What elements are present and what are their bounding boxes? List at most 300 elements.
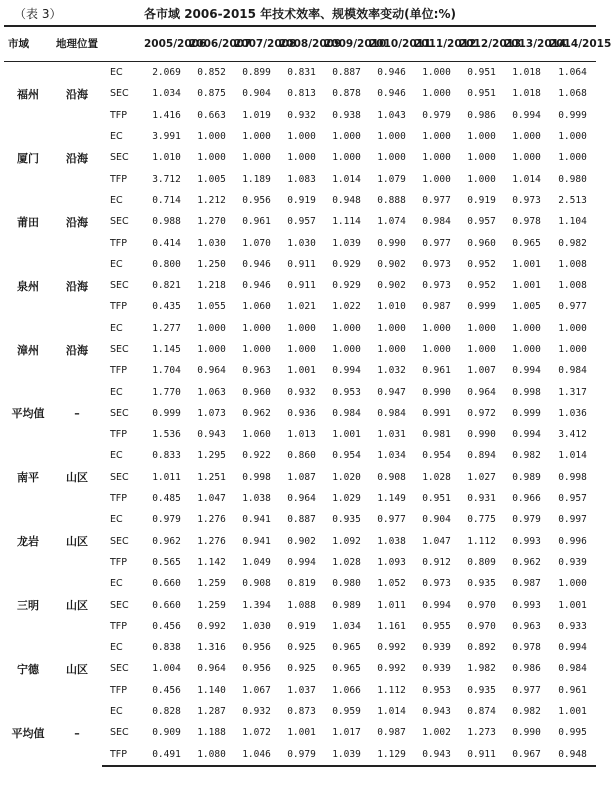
value-cell: 0.941 xyxy=(242,535,271,547)
value-cell: 1.039 xyxy=(332,237,361,249)
value-cell: 0.819 xyxy=(287,578,316,590)
value-cell: 1.046 xyxy=(234,744,279,766)
value-cell: 0.904 xyxy=(422,514,451,526)
value-cell: 1.019 xyxy=(242,109,271,121)
value-cell: 0.977 xyxy=(377,514,406,526)
value-cell: 1.189 xyxy=(242,173,271,185)
indicator-label: EC xyxy=(110,131,123,143)
value-cell: 1.000 xyxy=(422,322,451,334)
value-cell: 1.010 xyxy=(377,301,406,313)
value-cell: 1.083 xyxy=(287,173,316,185)
value-cell: 0.902 xyxy=(377,280,406,292)
value-cell: 0.935 xyxy=(332,514,361,526)
value-cell: 0.946 xyxy=(377,88,406,100)
value-cell: 1.149 xyxy=(377,493,406,505)
region-name: 沿海 xyxy=(66,279,88,293)
value-cell: 0.941 xyxy=(242,514,271,526)
value-cell: 1.000 xyxy=(197,152,226,164)
value-cell: 1.704 xyxy=(152,365,181,377)
value-cell: 0.997 xyxy=(558,514,587,526)
value-cell: 1.021 xyxy=(287,301,316,313)
indicator-label: SEC xyxy=(110,663,129,675)
value-cell: 0.904 xyxy=(242,88,271,100)
value-cell: 1.037 xyxy=(287,684,316,696)
value-cell: 0.992 xyxy=(197,620,226,632)
value-cell: 0.954 xyxy=(332,450,361,462)
table-row xyxy=(4,573,596,594)
indicator-label: EC xyxy=(110,194,123,206)
value-cell: 0.994 xyxy=(512,429,541,441)
indicator-label: TFP xyxy=(110,109,127,121)
header-row xyxy=(4,26,596,62)
value-cell: 1.000 xyxy=(558,152,587,164)
value-cell: 0.929 xyxy=(332,280,361,292)
value-cell: 1.145 xyxy=(152,344,181,355)
value-cell: 0.948 xyxy=(332,194,361,206)
value-cell: 1.000 xyxy=(422,344,451,355)
value-cell: 1.032 xyxy=(377,365,406,377)
value-cell: 0.955 xyxy=(422,620,451,632)
value-cell: 0.435 xyxy=(152,301,181,313)
value-cell: 0.943 xyxy=(422,706,451,718)
value-cell: 0.939 xyxy=(422,663,451,675)
header-region: 地理位置 xyxy=(52,26,102,62)
table-row xyxy=(4,381,596,402)
region-name: 山区 xyxy=(66,662,88,676)
value-cell: 1.008 xyxy=(558,258,587,270)
value-cell: 0.991 xyxy=(422,407,451,419)
indicator-label: EC xyxy=(110,258,123,270)
value-cell: 1.047 xyxy=(422,535,451,547)
value-cell: 0.979 xyxy=(152,514,181,526)
indicator-label: SEC xyxy=(110,88,129,100)
value-cell: 0.908 xyxy=(377,471,406,483)
value-cell: 1.000 xyxy=(467,173,496,185)
value-cell: 0.902 xyxy=(377,258,406,270)
value-cell: 1.043 xyxy=(377,109,406,121)
value-cell: 1.002 xyxy=(422,727,451,739)
value-cell: 0.961 xyxy=(558,684,587,696)
city-name: 宁德 xyxy=(17,662,39,676)
value-cell: 1.072 xyxy=(242,727,271,739)
value-cell: 1.001 xyxy=(558,706,587,718)
indicator-label: TFP xyxy=(110,429,127,441)
region-name: 沿海 xyxy=(66,87,88,101)
city-name: 厦门 xyxy=(17,151,39,165)
value-cell: 0.989 xyxy=(512,471,541,483)
value-cell: 3.412 xyxy=(558,429,587,441)
value-cell: 1.218 xyxy=(197,280,226,292)
value-cell: 1.080 xyxy=(189,744,234,766)
value-cell: 0.813 xyxy=(287,88,316,100)
value-cell: 0.414 xyxy=(152,237,181,249)
value-cell: 0.456 xyxy=(152,620,181,632)
value-cell: 0.912 xyxy=(422,556,451,568)
value-cell: 1.000 xyxy=(422,131,451,143)
indicator-label: EC xyxy=(110,706,123,718)
region-name: – xyxy=(74,406,80,420)
value-cell: 1.073 xyxy=(197,407,226,419)
value-cell: 0.982 xyxy=(512,706,541,718)
indicator-label: SEC xyxy=(110,727,129,739)
region-name: 沿海 xyxy=(66,151,88,165)
indicator-label: TFP xyxy=(110,365,127,377)
value-cell: 1.014 xyxy=(558,450,587,462)
value-cell: 1.087 xyxy=(287,471,316,483)
value-cell: 0.946 xyxy=(377,67,406,79)
value-cell: 1.000 xyxy=(558,131,587,143)
value-cell: 0.962 xyxy=(242,407,271,419)
value-cell: 1.000 xyxy=(332,322,361,334)
value-cell: 0.964 xyxy=(467,386,496,398)
value-cell: 0.932 xyxy=(287,109,316,121)
value-cell: 0.660 xyxy=(152,599,181,611)
value-cell: 1.047 xyxy=(197,493,226,505)
table-body xyxy=(4,62,596,766)
value-cell: 0.978 xyxy=(512,642,541,654)
header-period: 2007/2008 xyxy=(234,26,279,62)
city-name: 福州 xyxy=(17,87,39,101)
city-name: 三明 xyxy=(17,599,39,613)
value-cell: 0.954 xyxy=(422,450,451,462)
value-cell: 1.000 xyxy=(332,131,361,143)
value-cell: 0.938 xyxy=(332,109,361,121)
value-cell: 1.112 xyxy=(377,684,406,696)
value-cell: 1.036 xyxy=(558,407,587,419)
value-cell: 1.000 xyxy=(467,344,496,355)
value-cell: 0.994 xyxy=(512,365,541,377)
value-cell: 0.456 xyxy=(152,684,181,696)
value-cell: 0.994 xyxy=(512,109,541,121)
value-cell: 1.088 xyxy=(287,599,316,611)
table-row xyxy=(4,62,596,84)
value-cell: 0.852 xyxy=(197,67,226,79)
value-cell: 0.902 xyxy=(287,535,316,547)
value-cell: 0.933 xyxy=(558,620,587,632)
value-cell: 0.972 xyxy=(467,407,496,419)
value-cell: 1.034 xyxy=(152,88,181,100)
value-cell: 0.984 xyxy=(377,407,406,419)
value-cell: 0.987 xyxy=(512,578,541,590)
value-cell: 0.984 xyxy=(332,407,361,419)
value-cell: 1.038 xyxy=(242,493,271,505)
value-cell: 0.935 xyxy=(467,578,496,590)
value-cell: 0.977 xyxy=(422,194,451,206)
value-cell: 0.909 xyxy=(152,727,181,739)
indicator-label: SEC xyxy=(110,599,129,611)
value-cell: 0.982 xyxy=(558,237,587,249)
value-cell: 1.060 xyxy=(242,429,271,441)
value-cell: 0.922 xyxy=(242,450,271,462)
value-cell: 0.984 xyxy=(558,365,587,377)
value-cell: 1.316 xyxy=(197,642,226,654)
value-cell: 0.999 xyxy=(152,407,181,419)
value-cell: 0.957 xyxy=(287,216,316,228)
value-cell: 0.887 xyxy=(287,514,316,526)
value-cell: 0.965 xyxy=(332,663,361,675)
value-cell: 1.000 xyxy=(558,322,587,334)
value-cell: 0.939 xyxy=(558,556,587,568)
table-title: 各市域 2006-2015 年技术效率、规模效率变动(单位:%) xyxy=(144,7,456,21)
region-name: 山区 xyxy=(66,471,88,485)
city-name: 莆田 xyxy=(17,215,39,229)
value-cell: 0.987 xyxy=(377,727,406,739)
value-cell: 1.114 xyxy=(332,216,361,228)
value-cell: 1.030 xyxy=(197,237,226,249)
value-cell: 0.956 xyxy=(242,663,271,675)
value-cell: 1.000 xyxy=(467,152,496,164)
value-cell: 0.964 xyxy=(197,663,226,675)
value-cell: 0.999 xyxy=(467,301,496,313)
value-cell: 1.317 xyxy=(558,386,587,398)
value-cell: 0.986 xyxy=(467,109,496,121)
value-cell: 0.925 xyxy=(287,663,316,675)
value-cell: 1.049 xyxy=(242,556,271,568)
value-cell: 0.998 xyxy=(512,386,541,398)
value-cell: 1.000 xyxy=(558,344,587,355)
efficiency-table xyxy=(4,25,611,767)
value-cell: 1.038 xyxy=(377,535,406,547)
city-name: 平均值 xyxy=(11,407,45,421)
indicator-label: EC xyxy=(110,450,123,462)
value-cell: 1.034 xyxy=(332,620,361,632)
value-cell: 0.919 xyxy=(467,194,496,206)
value-cell: 1.013 xyxy=(287,429,316,441)
value-cell: 0.947 xyxy=(377,386,406,398)
value-cell: 0.988 xyxy=(152,216,181,228)
indicator-label: SEC xyxy=(110,407,129,419)
value-cell: 0.965 xyxy=(332,642,361,654)
value-cell: 0.957 xyxy=(467,216,496,228)
value-cell: 1.018 xyxy=(512,88,541,100)
value-cell: 0.993 xyxy=(512,599,541,611)
value-cell: 0.919 xyxy=(287,620,316,632)
value-cell: 0.953 xyxy=(422,684,451,696)
region-name: 山区 xyxy=(66,599,88,613)
value-cell: 0.809 xyxy=(467,556,496,568)
indicator-label: TFP xyxy=(110,237,127,249)
value-cell: 0.970 xyxy=(467,599,496,611)
value-cell: 0.775 xyxy=(467,514,496,526)
value-cell: 1.000 xyxy=(377,322,406,334)
value-cell: 1.063 xyxy=(197,386,226,398)
city-name: 漳州 xyxy=(17,343,39,357)
value-cell: 1.022 xyxy=(332,301,361,313)
value-cell: 1.039 xyxy=(324,744,369,766)
value-cell: 1.000 xyxy=(512,131,541,143)
value-cell: 1.000 xyxy=(197,131,226,143)
value-cell: 0.875 xyxy=(197,88,226,100)
value-cell: 1.982 xyxy=(467,663,496,675)
value-cell: 1.000 xyxy=(422,173,451,185)
value-cell: 0.932 xyxy=(242,706,271,718)
value-cell: 1.000 xyxy=(197,322,226,334)
value-cell: 0.960 xyxy=(242,386,271,398)
value-cell: 2.513 xyxy=(558,194,587,206)
value-cell: 1.007 xyxy=(467,365,496,377)
value-cell: 1.000 xyxy=(332,344,361,355)
value-cell: 0.952 xyxy=(467,280,496,292)
value-cell: 1.001 xyxy=(512,280,541,292)
value-cell: 1.020 xyxy=(332,471,361,483)
value-cell: 1.008 xyxy=(558,280,587,292)
value-cell: 0.953 xyxy=(332,386,361,398)
value-cell: 0.932 xyxy=(287,386,316,398)
indicator-label: EC xyxy=(110,514,123,526)
value-cell: 1.001 xyxy=(287,727,316,739)
table-caption xyxy=(0,2,600,24)
value-cell: 0.948 xyxy=(549,744,596,766)
value-cell: 0.911 xyxy=(287,258,316,270)
value-cell: 1.000 xyxy=(242,131,271,143)
indicator-label: SEC xyxy=(110,152,129,164)
value-cell: 0.959 xyxy=(332,706,361,718)
value-cell: 0.888 xyxy=(377,194,406,206)
header-period: 2014/2015 xyxy=(549,26,596,62)
value-cell: 1.027 xyxy=(467,471,496,483)
value-cell: 3.991 xyxy=(152,131,181,143)
value-cell: 1.066 xyxy=(332,684,361,696)
indicator-label: TFP xyxy=(110,493,127,505)
region-name: 沿海 xyxy=(66,343,88,357)
indicator-label: EC xyxy=(110,67,123,79)
value-cell: 0.963 xyxy=(512,620,541,632)
value-cell: 0.951 xyxy=(467,88,496,100)
value-cell: 1.011 xyxy=(377,599,406,611)
value-cell: 1.055 xyxy=(197,301,226,313)
indicator-label: SEC xyxy=(110,471,129,483)
value-cell: 1.394 xyxy=(242,599,271,611)
value-cell: 0.994 xyxy=(558,642,587,654)
value-cell: 1.287 xyxy=(197,706,226,718)
value-cell: 1.034 xyxy=(377,450,406,462)
table-number: （表 3） xyxy=(14,7,62,21)
value-cell: 1.014 xyxy=(332,173,361,185)
header-period: 2012/2013 xyxy=(459,26,504,62)
value-cell: 0.995 xyxy=(558,727,587,739)
value-cell: 0.828 xyxy=(152,706,181,718)
value-cell: 1.000 xyxy=(377,344,406,355)
value-cell: 0.929 xyxy=(332,258,361,270)
value-cell: 1.018 xyxy=(512,67,541,79)
value-cell: 0.952 xyxy=(467,258,496,270)
value-cell: 1.005 xyxy=(197,173,226,185)
value-cell: 0.977 xyxy=(558,301,587,313)
value-cell: 0.966 xyxy=(512,493,541,505)
value-cell: 1.000 xyxy=(512,344,541,355)
value-cell: 1.142 xyxy=(197,556,226,568)
value-cell: 0.962 xyxy=(512,556,541,568)
header-indicator xyxy=(102,26,144,62)
value-cell: 1.104 xyxy=(558,216,587,228)
value-cell: 0.967 xyxy=(504,744,549,766)
value-cell: 0.663 xyxy=(197,109,226,121)
indicator-label: SEC xyxy=(110,280,129,292)
header-period: 2009/2010 xyxy=(324,26,369,62)
city-name: 泉州 xyxy=(17,279,39,293)
value-cell: 0.993 xyxy=(512,535,541,547)
value-cell: 0.951 xyxy=(467,67,496,79)
value-cell: 0.973 xyxy=(422,578,451,590)
value-cell: 0.979 xyxy=(279,744,324,766)
value-cell: 1.000 xyxy=(287,131,316,143)
value-cell: 0.714 xyxy=(152,194,181,206)
value-cell: 0.992 xyxy=(377,663,406,675)
value-cell: 1.250 xyxy=(197,258,226,270)
value-cell: 0.943 xyxy=(414,744,459,766)
value-cell: 0.892 xyxy=(467,642,496,654)
value-cell: 1.251 xyxy=(197,471,226,483)
value-cell: 0.887 xyxy=(332,67,361,79)
value-cell: 1.000 xyxy=(558,578,587,590)
header-period: 2005/2006 xyxy=(144,26,189,62)
value-cell: 0.908 xyxy=(242,578,271,590)
region-name: 沿海 xyxy=(66,215,88,229)
header-period: 2011/2012 xyxy=(414,26,459,62)
value-cell: 1.092 xyxy=(332,535,361,547)
value-cell: 0.833 xyxy=(152,450,181,462)
value-cell: 1.093 xyxy=(377,556,406,568)
value-cell: 1.129 xyxy=(369,744,414,766)
header-city: 市域 xyxy=(4,26,52,62)
value-cell: 1.273 xyxy=(467,727,496,739)
value-cell: 0.990 xyxy=(467,429,496,441)
value-cell: 1.017 xyxy=(332,727,361,739)
value-cell: 1.000 xyxy=(287,322,316,334)
value-cell: 1.068 xyxy=(558,88,587,100)
city-name: 南平 xyxy=(17,471,39,485)
value-cell: 1.028 xyxy=(422,471,451,483)
value-cell: 1.000 xyxy=(242,344,271,355)
value-cell: 1.188 xyxy=(197,727,226,739)
city-name: 龙岩 xyxy=(17,535,39,549)
value-cell: 0.660 xyxy=(152,578,181,590)
value-cell: 0.939 xyxy=(422,642,451,654)
value-cell: 1.277 xyxy=(152,322,181,334)
value-cell: 0.987 xyxy=(422,301,451,313)
value-cell: 1.259 xyxy=(197,599,226,611)
header-period: 2013/2014 xyxy=(504,26,549,62)
value-cell: 0.821 xyxy=(152,280,181,292)
value-cell: 0.911 xyxy=(287,280,316,292)
value-cell: 0.956 xyxy=(242,194,271,206)
value-cell: 1.001 xyxy=(332,429,361,441)
value-cell: 1.000 xyxy=(377,131,406,143)
value-cell: 0.998 xyxy=(558,471,587,483)
value-cell: 1.536 xyxy=(152,429,181,441)
value-cell: 1.000 xyxy=(287,152,316,164)
value-cell: 1.028 xyxy=(332,556,361,568)
value-cell: 0.981 xyxy=(422,429,451,441)
value-cell: 1.030 xyxy=(287,237,316,249)
value-cell: 1.052 xyxy=(377,578,406,590)
value-cell: 0.973 xyxy=(422,280,451,292)
indicator-label: SEC xyxy=(110,216,129,228)
value-cell: 1.064 xyxy=(558,67,587,79)
value-cell: 0.838 xyxy=(152,642,181,654)
value-cell: 0.957 xyxy=(558,493,587,505)
table-row xyxy=(4,509,596,530)
value-cell: 0.951 xyxy=(422,493,451,505)
value-cell: 0.925 xyxy=(287,642,316,654)
value-cell: 0.992 xyxy=(377,642,406,654)
header-period: 2006/2007 xyxy=(189,26,234,62)
value-cell: 1.060 xyxy=(242,301,271,313)
value-cell: 0.860 xyxy=(287,450,316,462)
value-cell: 1.010 xyxy=(152,152,181,164)
value-cell: 1.270 xyxy=(197,216,226,228)
value-cell: 1.000 xyxy=(377,152,406,164)
